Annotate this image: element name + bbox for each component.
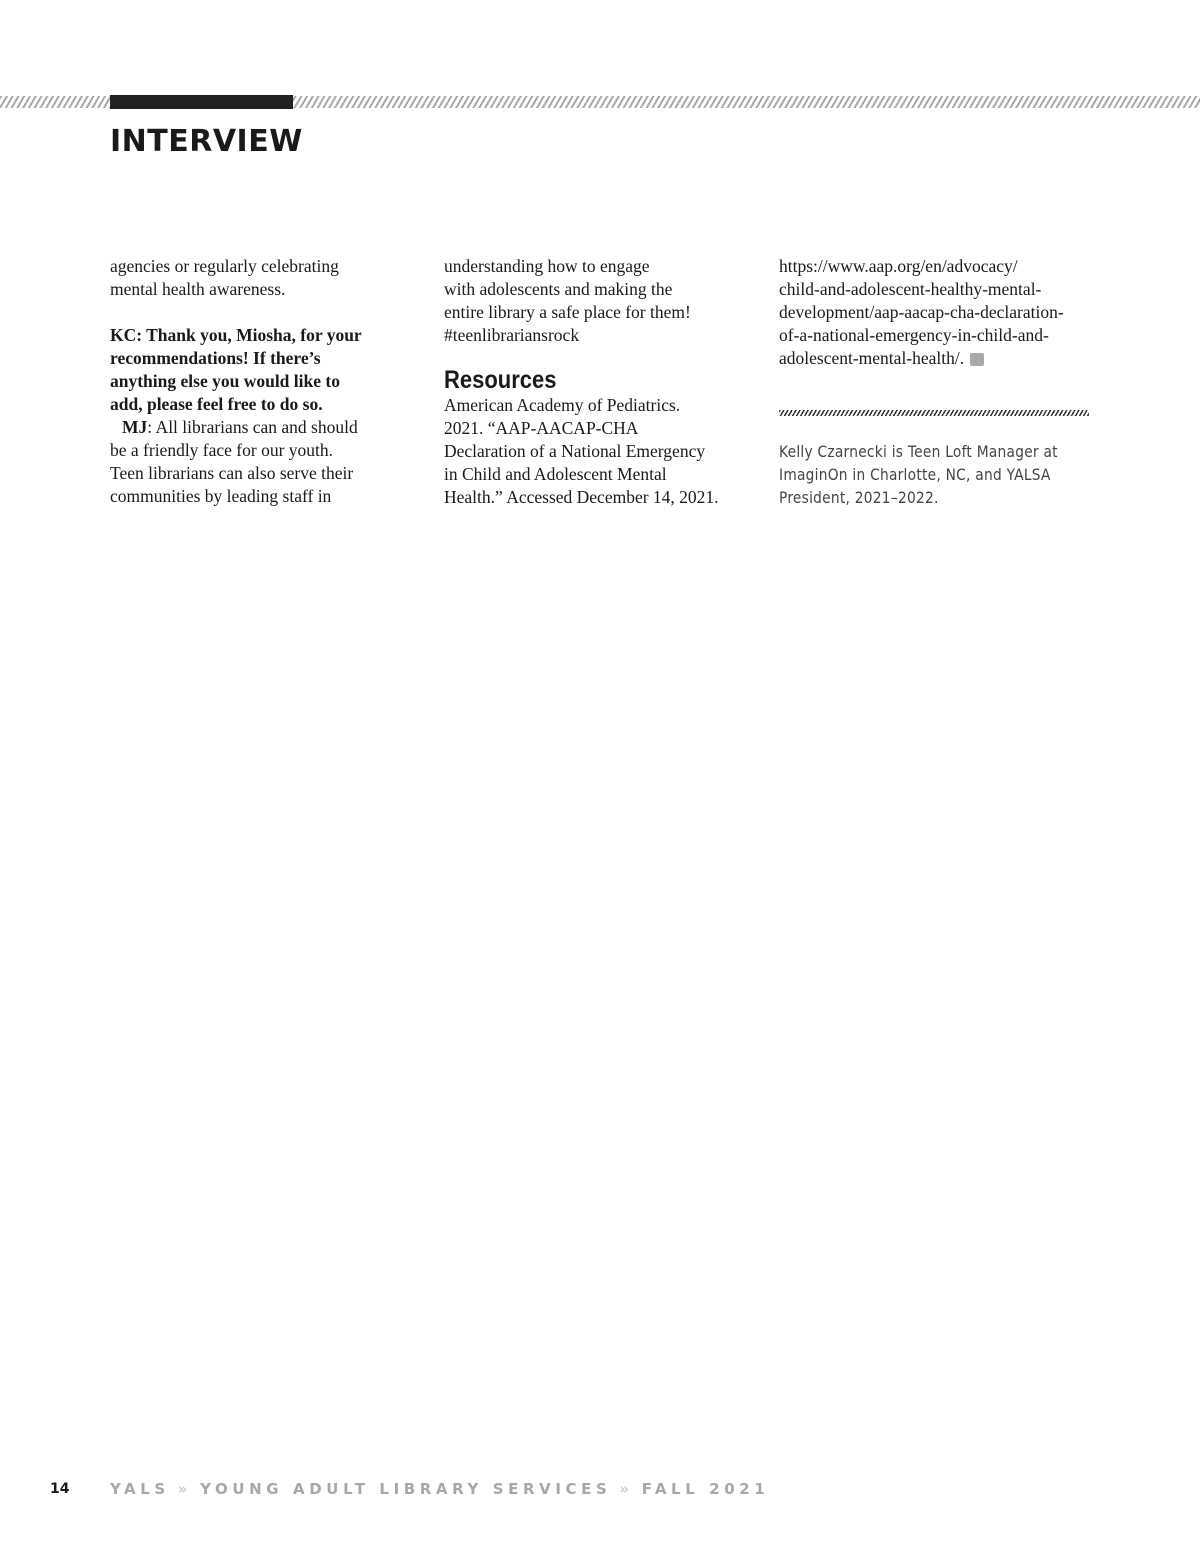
footer-issue: FALL 2021 — [641, 1480, 770, 1498]
reference-url[interactable]: https://www.aap.org/en/advocacy/ child-and-adolescent-healthy-mental- development/aap-aacap-cha-declaration- of-a-national-emergency-in-child-and- adolescent-mental-health/. — [779, 256, 1064, 368]
page-number: 14 — [50, 1481, 70, 1497]
section-bar — [110, 95, 293, 109]
reference-entry: American Academy of Pediatrics. 2021. “AAP-AACAP-CHA Declaration of a National Emergency in Child and Adolescent Mental Health.” Accessed December 14, 2021. — [444, 395, 719, 507]
text-column-1 — [110, 255, 422, 508]
footer-separator: » — [619, 1480, 634, 1498]
end-of-article-icon — [970, 353, 984, 366]
running-footer — [110, 1480, 769, 1498]
interview-question: KC: Thank you, Miosha, for your recommendations! If there’s anything else you would like to add, please feel free to do so. — [110, 325, 362, 414]
answer-continuation: understanding how to engage with adolescents and making the entire library a safe place for them! #teenlibrariansrock — [444, 256, 691, 345]
footer-publication-full: YOUNG ADULT LIBRARY SERVICES — [200, 1480, 612, 1498]
author-bio: Kelly Czarnecki is Teen Loft Manager at ImaginOn in Charlotte, NC, and YALSA President, 2021–2022. — [779, 442, 1058, 507]
footer-publication-short: YALS — [110, 1480, 170, 1498]
answer-speaker: MJ — [122, 417, 148, 437]
bio-divider — [779, 410, 1089, 416]
text-column-3 — [779, 255, 1091, 370]
interview-answer: MJ: All librarians can and should be a friendly face for our youth. Teen librarians can also serve their communities by leading staff in — [110, 417, 358, 506]
paragraph-continuation: agencies or regularly celebrating mental health awareness. — [110, 256, 339, 299]
footer-separator: » — [177, 1480, 193, 1498]
section-title: INTERVIEW — [110, 124, 303, 159]
resources-heading: Resources — [444, 366, 557, 394]
text-column-2 — [444, 255, 756, 509]
